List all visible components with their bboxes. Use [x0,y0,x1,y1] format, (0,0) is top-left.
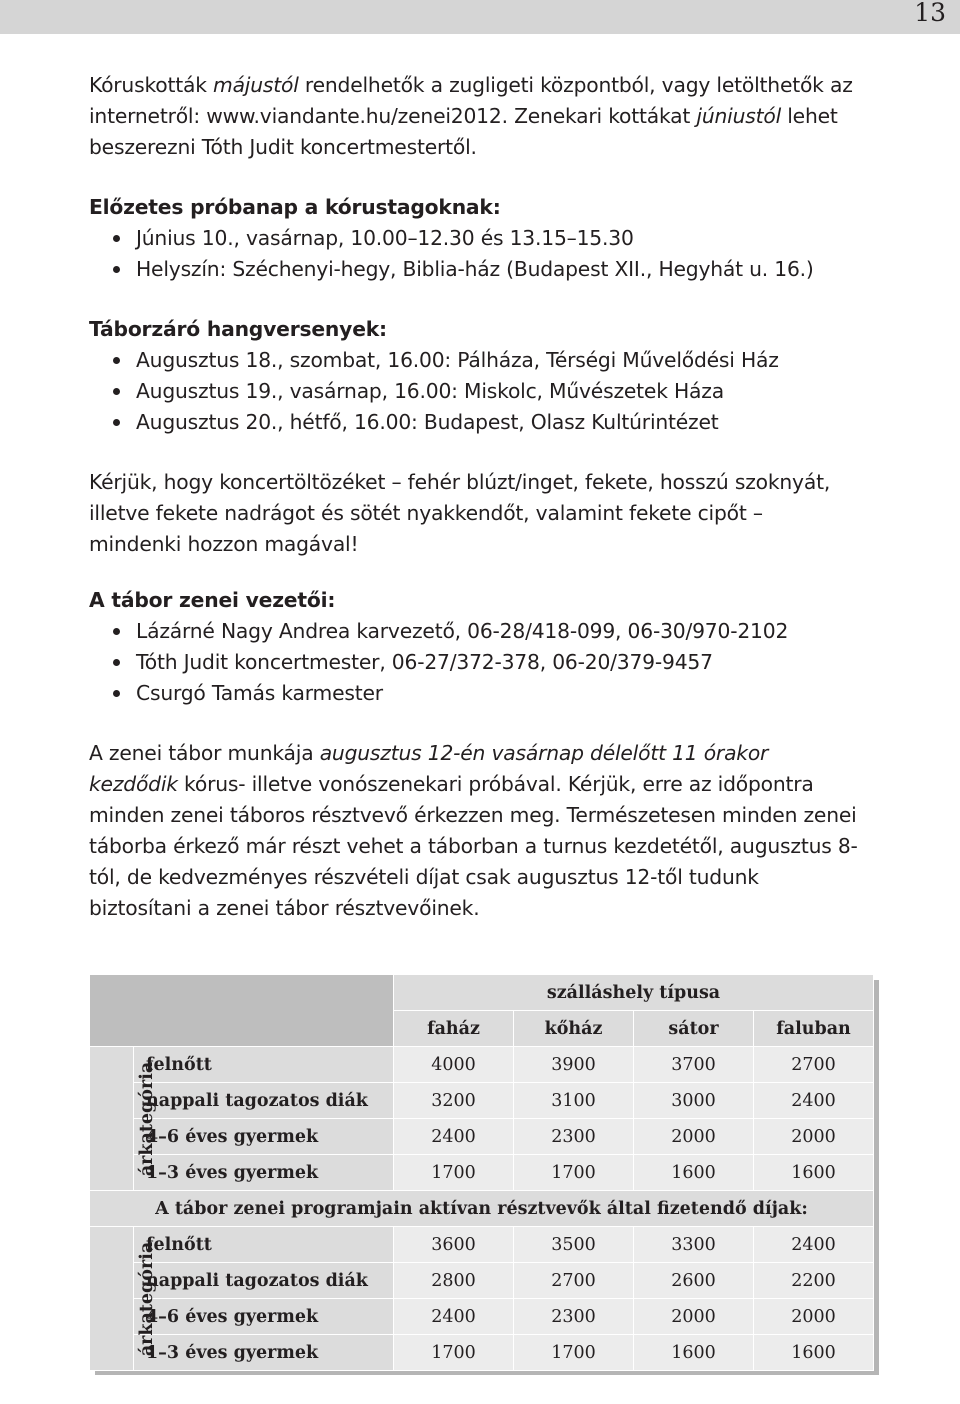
price-table-container [89,974,873,1371]
table-cell: 4000 [394,1047,514,1083]
concerts-heading: Táborzáró hangversenyek: [89,317,387,341]
group-header: szálláshely típusa [394,975,874,1011]
table-cell: 1600 [754,1335,874,1371]
start-paragraph: A zenei tábor munkája augusztus 12-én vasárnap délelőtt 11 órakor kezdődik kórus- illetve vonószenekari próbával. Kérjük, erre az időpontra minden zenei táboros résztvevő érkezzen meg. Természetesen minden zenei táborba érkező már részt vehet a táborban a turnus kezdetétől, augusztus 8-tól, de kedvezményes részvételi díjat csak augusztus 12-től tudunk biztosítani a zenei tábor résztvevőinek. [89,741,858,920]
table-cell: 3900 [514,1047,634,1083]
table-cell: 1600 [754,1155,874,1191]
table-cell: 2000 [754,1119,874,1155]
row-label: nappali tagozatos diák [134,1083,394,1119]
section2-title: A tábor zenei programjain aktívan résztvevők által fizetendő díjak: [90,1191,874,1227]
table-cell: 2600 [634,1263,754,1299]
column-header: faluban [754,1011,874,1047]
table-section-title-row [90,1191,874,1227]
table-cell: 2400 [754,1083,874,1119]
row-group-label: árkategória [137,1241,158,1356]
row-group-label-cell [90,1227,158,1371]
table-cell: 3300 [634,1227,754,1263]
rehearsal-list [89,223,859,285]
table-row [90,1155,874,1191]
page-number: 13 [914,0,946,27]
table-row [90,1299,874,1335]
row-label: 1–3 éves gyermek [134,1155,394,1191]
row-label: 4–6 éves gyermek [134,1119,394,1155]
table-cell: 2700 [514,1263,634,1299]
table-cell: 2000 [754,1299,874,1335]
table-cell: 3600 [394,1227,514,1263]
table-cell: 1700 [394,1335,514,1371]
list-item: Június 10., vasárnap, 10.00–12.30 és 13.15–15.30 [89,223,859,254]
table-cell: 2000 [634,1299,754,1335]
leaders-list [89,616,859,709]
column-header: faház [394,1011,514,1047]
list-item: Augusztus 18., szombat, 16.00: Pálháza, Térségi Művelődési Ház [89,345,859,376]
column-header: sátor [634,1011,754,1047]
page-content [89,70,859,924]
concerts-list [89,345,859,438]
rehearsal-heading: Előzetes próbanap a kórustagoknak: [89,195,501,219]
table-row [90,1227,874,1263]
table-cell: 2400 [394,1299,514,1335]
list-item: Augusztus 20., hétfő, 16.00: Budapest, Olasz Kultúrintézet [89,407,859,438]
table-row [90,1335,874,1371]
dresscode-paragraph: Kérjük, hogy koncertöltözéket – fehér blúzt/inget, fekete, hosszú szoknyát, illetve fekete nadrágot és sötét nyakkendőt, valamint fekete cipőt – mindenki hozzon magával! [89,470,831,556]
list-item: Tóth Judit koncertmester, 06-27/372-378, 06-20/379-9457 [89,647,859,678]
table-cell: 2700 [754,1047,874,1083]
table-cell: 1700 [514,1155,634,1191]
table-cell: 3100 [514,1083,634,1119]
table-cell: 3200 [394,1083,514,1119]
table-cell: 3700 [634,1047,754,1083]
row-label: 4–6 éves gyermek [134,1299,394,1335]
column-header: kőház [514,1011,634,1047]
table-row [90,1083,874,1119]
intro-paragraph: Kóruskották májustól rendelhetők a zugligeti központból, vagy letölthetők az internetről: www.viandante.hu/zenei2012. Zenekari kottákat júniustól lehet beszerezni Tóth Judit koncertmestertől. [89,73,853,159]
table-cell: 1600 [634,1335,754,1371]
table-cell: 2000 [634,1119,754,1155]
list-item: Csurgó Tamás karmester [89,678,859,709]
table-cell: 3500 [514,1227,634,1263]
table-cell: 2800 [394,1263,514,1299]
row-label: felnőtt [134,1047,394,1083]
table-cell: 2200 [754,1263,874,1299]
table-cell: 3000 [634,1083,754,1119]
leaders-heading: A tábor zenei vezetői: [89,588,336,612]
row-label: 1–3 éves gyermek [134,1335,394,1371]
table-cell: 2300 [514,1119,634,1155]
price-table [89,974,874,1371]
row-group-label-cell [90,1047,158,1191]
table-cell: 2300 [514,1299,634,1335]
table-cell: 1700 [514,1335,634,1371]
table-row [90,1119,874,1155]
list-item: Lázárné Nagy Andrea karvezető, 06-28/418-099, 06-30/970-2102 [89,616,859,647]
row-group-label: árkategória [137,1061,158,1176]
page-header-bar [0,0,960,34]
header-blank-cell [90,975,394,1047]
list-item: Helyszín: Széchenyi-hegy, Biblia-ház (Budapest XII., Hegyhát u. 16.) [89,254,859,285]
table-header-row [90,975,874,1011]
row-label: nappali tagozatos diák [134,1263,394,1299]
row-label: felnőtt [134,1227,394,1263]
list-item: Augusztus 19., vasárnap, 16.00: Miskolc, Művészetek Háza [89,376,859,407]
table-cell: 1600 [634,1155,754,1191]
table-cell: 1700 [394,1155,514,1191]
table-row [90,1047,874,1083]
table-row [90,1263,874,1299]
table-cell: 2400 [394,1119,514,1155]
table-cell: 2400 [754,1227,874,1263]
